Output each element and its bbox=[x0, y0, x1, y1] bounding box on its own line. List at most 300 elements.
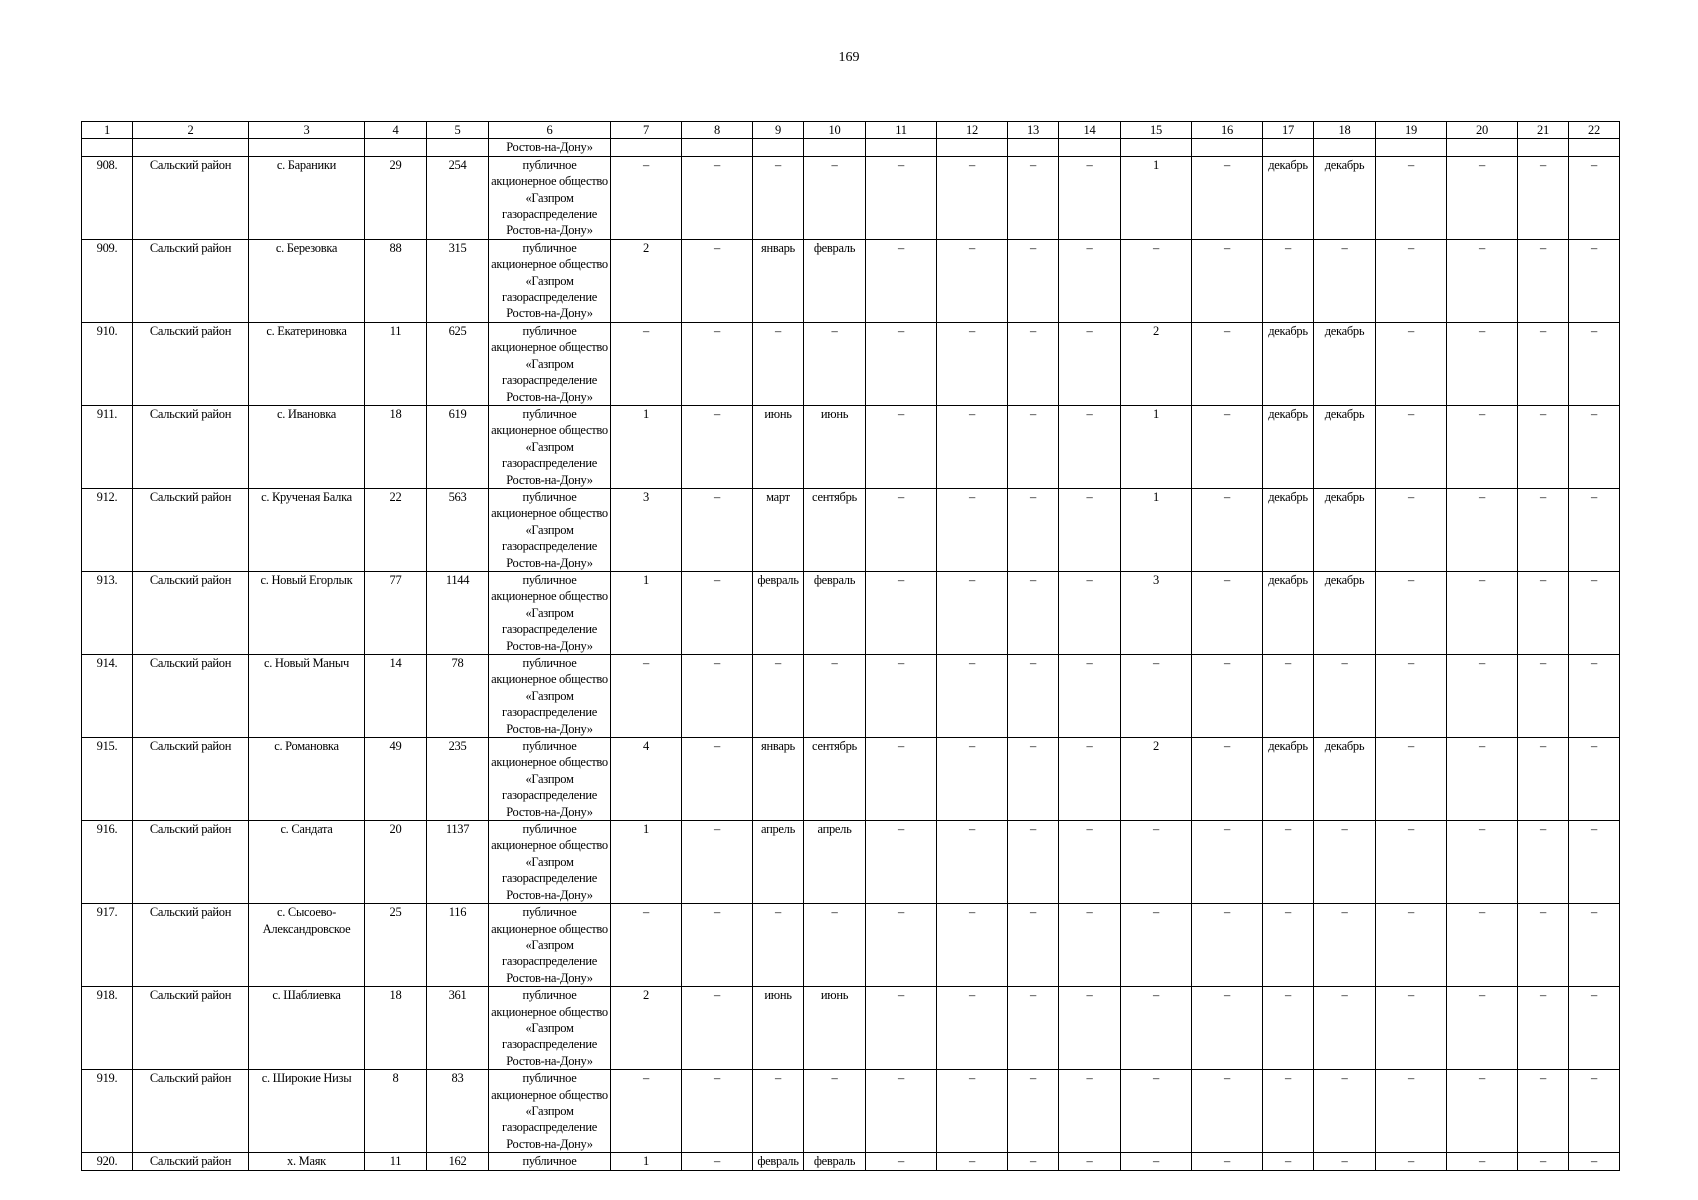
table-cell-col-21: – bbox=[1518, 1070, 1569, 1153]
table-cell-col-9: февраль bbox=[753, 571, 804, 654]
settlement-cell: с. Ивановка bbox=[249, 405, 365, 488]
district-cell: Сальский район bbox=[133, 488, 249, 571]
settlement-cell: с. Новый Маныч bbox=[249, 655, 365, 738]
district-cell: Сальский район bbox=[133, 738, 249, 821]
settlement-cell: с. Сысоево-Александровское bbox=[249, 904, 365, 987]
empty-cell bbox=[753, 139, 804, 156]
organization-cell: публичное акционерное общество «Газпром газораспределение Ростов-на-Дону» bbox=[489, 239, 611, 322]
row-number: 914. bbox=[82, 655, 133, 738]
table-cell-col-13: – bbox=[1008, 405, 1059, 488]
district-cell: Сальский район bbox=[133, 821, 249, 904]
table-cell-col-17: декабрь bbox=[1263, 571, 1314, 654]
table-cell-col-10: июнь bbox=[804, 405, 866, 488]
district-cell: Сальский район bbox=[133, 322, 249, 405]
table-cell-col-20: – bbox=[1447, 1153, 1518, 1170]
table-cell-col-7: – bbox=[611, 1070, 682, 1153]
empty-cell bbox=[1059, 139, 1121, 156]
table-cell-col-19: – bbox=[1376, 488, 1447, 571]
table-cell-col-7: 1 bbox=[611, 405, 682, 488]
table-body bbox=[82, 122, 1620, 1171]
district-cell: Сальский район bbox=[133, 655, 249, 738]
column-number-cell: 14 bbox=[1059, 122, 1121, 139]
table-cell-col-10: – bbox=[804, 904, 866, 987]
table-cell-col-21: – bbox=[1518, 987, 1569, 1070]
table-cell-col-15: – bbox=[1121, 987, 1192, 1070]
district-cell: Сальский район bbox=[133, 405, 249, 488]
empty-cell bbox=[937, 139, 1008, 156]
value-cell: 1144 bbox=[427, 571, 489, 654]
table-cell-col-13: – bbox=[1008, 904, 1059, 987]
empty-cell bbox=[611, 139, 682, 156]
table-row bbox=[82, 987, 1620, 1070]
count-cell: 88 bbox=[365, 239, 427, 322]
table-cell-col-7: 2 bbox=[611, 987, 682, 1070]
table-cell-col-15: 3 bbox=[1121, 571, 1192, 654]
empty-cell bbox=[1569, 139, 1620, 156]
table-cell-col-17: – bbox=[1263, 821, 1314, 904]
table-cell-col-8: – bbox=[682, 488, 753, 571]
table-cell-col-9: – bbox=[753, 1070, 804, 1153]
table-row bbox=[82, 1153, 1620, 1170]
table-cell-col-19: – bbox=[1376, 1070, 1447, 1153]
table-cell-col-22: – bbox=[1569, 488, 1620, 571]
table-cell-col-14: – bbox=[1059, 488, 1121, 571]
table-cell-col-8: – bbox=[682, 571, 753, 654]
table-cell-col-21: – bbox=[1518, 156, 1569, 239]
table-cell-col-17: – bbox=[1263, 904, 1314, 987]
district-cell: Сальский район bbox=[133, 1070, 249, 1153]
table-cell-col-20: – bbox=[1447, 322, 1518, 405]
table-cell-col-18: – bbox=[1314, 821, 1376, 904]
table-cell-col-20: – bbox=[1447, 571, 1518, 654]
table-cell-col-21: – bbox=[1518, 322, 1569, 405]
organization-cell: публичное акционерное общество «Газпром газораспределение Ростов-на-Дону» bbox=[489, 571, 611, 654]
table-row bbox=[82, 904, 1620, 987]
table-cell-col-18: декабрь bbox=[1314, 322, 1376, 405]
table-cell-col-8: – bbox=[682, 156, 753, 239]
value-cell: 116 bbox=[427, 904, 489, 987]
count-cell: 14 bbox=[365, 655, 427, 738]
table-cell-col-11: – bbox=[866, 239, 937, 322]
empty-cell bbox=[804, 139, 866, 156]
table-cell-col-9: январь bbox=[753, 738, 804, 821]
table-cell-col-13: – bbox=[1008, 571, 1059, 654]
table-cell-col-19: – bbox=[1376, 156, 1447, 239]
empty-cell bbox=[1518, 139, 1569, 156]
table-cell-col-7: 1 bbox=[611, 571, 682, 654]
row-number: 920. bbox=[82, 1153, 133, 1170]
table-cell-col-8: – bbox=[682, 738, 753, 821]
column-number-cell: 3 bbox=[249, 122, 365, 139]
table-cell-col-12: – bbox=[937, 156, 1008, 239]
table-cell-col-12: – bbox=[937, 1153, 1008, 1170]
table-cell-col-15: – bbox=[1121, 239, 1192, 322]
table-cell-col-18: – bbox=[1314, 1153, 1376, 1170]
table-cell-col-7: – bbox=[611, 322, 682, 405]
column-number-cell: 15 bbox=[1121, 122, 1192, 139]
table-cell-col-17: – bbox=[1263, 987, 1314, 1070]
table-cell-col-13: – bbox=[1008, 1153, 1059, 1170]
table-cell-col-14: – bbox=[1059, 322, 1121, 405]
continuation-text: Ростов-на-Дону» bbox=[489, 139, 611, 156]
column-number-cell: 21 bbox=[1518, 122, 1569, 139]
value-cell: 162 bbox=[427, 1153, 489, 1170]
table-cell-col-7: 1 bbox=[611, 821, 682, 904]
settlement-cell: с. Сандата bbox=[249, 821, 365, 904]
table-cell-col-9: – bbox=[753, 156, 804, 239]
table-cell-col-18: – bbox=[1314, 655, 1376, 738]
table-cell-col-15: – bbox=[1121, 904, 1192, 987]
column-number-row bbox=[82, 122, 1620, 139]
table-row bbox=[82, 405, 1620, 488]
count-cell: 8 bbox=[365, 1070, 427, 1153]
organization-cell: публичное акционерное общество «Газпром газораспределение Ростов-на-Дону» bbox=[489, 987, 611, 1070]
table-cell-col-13: – bbox=[1008, 655, 1059, 738]
value-cell: 361 bbox=[427, 987, 489, 1070]
table-cell-col-18: декабрь bbox=[1314, 405, 1376, 488]
table-cell-col-16: – bbox=[1192, 1070, 1263, 1153]
table-cell-col-12: – bbox=[937, 1070, 1008, 1153]
value-cell: 83 bbox=[427, 1070, 489, 1153]
table-cell-col-11: – bbox=[866, 738, 937, 821]
table-cell-col-16: – bbox=[1192, 987, 1263, 1070]
row-number: 917. bbox=[82, 904, 133, 987]
table-cell-col-12: – bbox=[937, 488, 1008, 571]
table-cell-col-10: сентябрь bbox=[804, 738, 866, 821]
table-cell-col-9: январь bbox=[753, 239, 804, 322]
table-row bbox=[82, 239, 1620, 322]
column-number-cell: 13 bbox=[1008, 122, 1059, 139]
table-cell-col-7: – bbox=[611, 904, 682, 987]
table-cell-col-17: декабрь bbox=[1263, 488, 1314, 571]
row-number: 910. bbox=[82, 322, 133, 405]
table-cell-col-22: – bbox=[1569, 904, 1620, 987]
table-cell-col-22: – bbox=[1569, 1153, 1620, 1170]
table-cell-col-12: – bbox=[937, 904, 1008, 987]
table-cell-col-8: – bbox=[682, 821, 753, 904]
table-cell-col-7: 4 bbox=[611, 738, 682, 821]
table-row bbox=[82, 322, 1620, 405]
table-cell-col-12: – bbox=[937, 655, 1008, 738]
empty-cell bbox=[682, 139, 753, 156]
table-cell-col-20: – bbox=[1447, 156, 1518, 239]
table-row bbox=[82, 738, 1620, 821]
organization-cell: публичное акционерное общество «Газпром газораспределение Ростов-на-Дону» bbox=[489, 156, 611, 239]
table-cell-col-16: – bbox=[1192, 655, 1263, 738]
table-cell-col-17: декабрь bbox=[1263, 738, 1314, 821]
table-cell-col-8: – bbox=[682, 239, 753, 322]
table-cell-col-11: – bbox=[866, 488, 937, 571]
table-cell-col-11: – bbox=[866, 904, 937, 987]
column-number-cell: 6 bbox=[489, 122, 611, 139]
table-cell-col-10: сентябрь bbox=[804, 488, 866, 571]
empty-cell bbox=[1314, 139, 1376, 156]
table-cell-col-8: – bbox=[682, 405, 753, 488]
table-cell-col-7: 3 bbox=[611, 488, 682, 571]
table-cell-col-14: – bbox=[1059, 571, 1121, 654]
table-cell-col-14: – bbox=[1059, 904, 1121, 987]
table-cell-col-22: – bbox=[1569, 322, 1620, 405]
table-cell-col-7: – bbox=[611, 156, 682, 239]
table-cell-col-22: – bbox=[1569, 571, 1620, 654]
empty-cell bbox=[1008, 139, 1059, 156]
district-cell: Сальский район bbox=[133, 904, 249, 987]
table-cell-col-8: – bbox=[682, 322, 753, 405]
settlement-cell: с. Широкие Низы bbox=[249, 1070, 365, 1153]
count-cell: 11 bbox=[365, 322, 427, 405]
settlement-cell: с. Екатериновка bbox=[249, 322, 365, 405]
table-cell-col-16: – bbox=[1192, 322, 1263, 405]
value-cell: 625 bbox=[427, 322, 489, 405]
table-cell-col-19: – bbox=[1376, 987, 1447, 1070]
table-cell-col-20: – bbox=[1447, 405, 1518, 488]
table-cell-col-13: – bbox=[1008, 322, 1059, 405]
count-cell: 49 bbox=[365, 738, 427, 821]
table-cell-col-16: – bbox=[1192, 488, 1263, 571]
table-cell-col-10: июнь bbox=[804, 987, 866, 1070]
value-cell: 1137 bbox=[427, 821, 489, 904]
table-cell-col-21: – bbox=[1518, 738, 1569, 821]
row-number: 911. bbox=[82, 405, 133, 488]
table-row bbox=[82, 488, 1620, 571]
table-cell-col-15: – bbox=[1121, 1153, 1192, 1170]
table-cell-col-14: – bbox=[1059, 239, 1121, 322]
table-cell-col-17: – bbox=[1263, 1153, 1314, 1170]
district-cell: Сальский район bbox=[133, 239, 249, 322]
table-cell-col-14: – bbox=[1059, 405, 1121, 488]
table-cell-col-8: – bbox=[682, 1153, 753, 1170]
table-cell-col-9: апрель bbox=[753, 821, 804, 904]
table-cell-col-22: – bbox=[1569, 405, 1620, 488]
table-cell-col-19: – bbox=[1376, 571, 1447, 654]
table-cell-col-16: – bbox=[1192, 821, 1263, 904]
table-cell-col-12: – bbox=[937, 821, 1008, 904]
column-number-cell: 20 bbox=[1447, 122, 1518, 139]
table-cell-col-20: – bbox=[1447, 655, 1518, 738]
table-cell-col-10: – bbox=[804, 1070, 866, 1153]
table-cell-col-10: – bbox=[804, 655, 866, 738]
column-number-cell: 11 bbox=[866, 122, 937, 139]
table-cell-col-13: – bbox=[1008, 821, 1059, 904]
table-cell-col-21: – bbox=[1518, 488, 1569, 571]
table-cell-col-16: – bbox=[1192, 738, 1263, 821]
table-cell-col-11: – bbox=[866, 322, 937, 405]
table-cell-col-22: – bbox=[1569, 987, 1620, 1070]
column-number-cell: 7 bbox=[611, 122, 682, 139]
row-number: 915. bbox=[82, 738, 133, 821]
gasification-table bbox=[81, 121, 1620, 1171]
table-cell-col-9: – bbox=[753, 322, 804, 405]
table-cell-col-19: – bbox=[1376, 904, 1447, 987]
table-cell-col-18: – bbox=[1314, 987, 1376, 1070]
table-cell-col-20: – bbox=[1447, 821, 1518, 904]
table-cell-col-20: – bbox=[1447, 1070, 1518, 1153]
table-cell-col-12: – bbox=[937, 987, 1008, 1070]
table-cell-col-19: – bbox=[1376, 405, 1447, 488]
table-cell-col-20: – bbox=[1447, 904, 1518, 987]
table-cell-col-12: – bbox=[937, 239, 1008, 322]
organization-cell: публичное акционерное общество «Газпром газораспределение Ростов-на-Дону» bbox=[489, 1070, 611, 1153]
table-cell-col-15: 2 bbox=[1121, 322, 1192, 405]
table-cell-col-18: – bbox=[1314, 1070, 1376, 1153]
column-number-cell: 1 bbox=[82, 122, 133, 139]
district-cell: Сальский район bbox=[133, 1153, 249, 1170]
table-cell-col-15: – bbox=[1121, 821, 1192, 904]
table-cell-col-19: – bbox=[1376, 239, 1447, 322]
table-cell-col-15: 2 bbox=[1121, 738, 1192, 821]
table-cell-col-16: – bbox=[1192, 156, 1263, 239]
count-cell: 18 bbox=[365, 987, 427, 1070]
table-cell-col-17: – bbox=[1263, 655, 1314, 738]
row-number: 909. bbox=[82, 239, 133, 322]
column-number-cell: 2 bbox=[133, 122, 249, 139]
table-cell-col-20: – bbox=[1447, 488, 1518, 571]
table-cell-col-13: – bbox=[1008, 1070, 1059, 1153]
table-cell-col-16: – bbox=[1192, 1153, 1263, 1170]
table-cell-col-15: – bbox=[1121, 655, 1192, 738]
organization-cell: публичное акционерное общество «Газпром газораспределение Ростов-на-Дону» bbox=[489, 488, 611, 571]
table-cell-col-9: – bbox=[753, 904, 804, 987]
table-cell-col-22: – bbox=[1569, 655, 1620, 738]
table-cell-col-19: – bbox=[1376, 1153, 1447, 1170]
column-number-cell: 5 bbox=[427, 122, 489, 139]
row-number: 908. bbox=[82, 156, 133, 239]
table-cell-col-7: – bbox=[611, 655, 682, 738]
table-cell-col-9: июнь bbox=[753, 405, 804, 488]
count-cell: 25 bbox=[365, 904, 427, 987]
table-cell-col-10: – bbox=[804, 156, 866, 239]
table-cell-col-14: – bbox=[1059, 156, 1121, 239]
table-cell-col-21: – bbox=[1518, 655, 1569, 738]
column-number-cell: 16 bbox=[1192, 122, 1263, 139]
table-cell-col-21: – bbox=[1518, 1153, 1569, 1170]
table-cell-col-11: – bbox=[866, 821, 937, 904]
count-cell: 18 bbox=[365, 405, 427, 488]
table-cell-col-15: 1 bbox=[1121, 156, 1192, 239]
table-cell-col-22: – bbox=[1569, 738, 1620, 821]
table-cell-col-19: – bbox=[1376, 322, 1447, 405]
table-cell-col-11: – bbox=[866, 1153, 937, 1170]
table-cell-col-15: 1 bbox=[1121, 488, 1192, 571]
empty-cell bbox=[1376, 139, 1447, 156]
table-cell-col-21: – bbox=[1518, 239, 1569, 322]
column-number-cell: 18 bbox=[1314, 122, 1376, 139]
empty-cell bbox=[1192, 139, 1263, 156]
table-cell-col-16: – bbox=[1192, 405, 1263, 488]
table-cell-col-14: – bbox=[1059, 1153, 1121, 1170]
table-cell-col-18: – bbox=[1314, 239, 1376, 322]
empty-cell bbox=[866, 139, 937, 156]
column-number-cell: 8 bbox=[682, 122, 753, 139]
continuation-row bbox=[82, 139, 1620, 156]
table-cell-col-13: – bbox=[1008, 488, 1059, 571]
table-cell-col-11: – bbox=[866, 156, 937, 239]
organization-cell: публичное акционерное общество «Газпром газораспределение Ростов-на-Дону» bbox=[489, 738, 611, 821]
table-cell-col-20: – bbox=[1447, 738, 1518, 821]
table-cell-col-12: – bbox=[937, 571, 1008, 654]
organization-cell: публичное акционерное общество «Газпром газораспределение Ростов-на-Дону» bbox=[489, 322, 611, 405]
column-number-cell: 19 bbox=[1376, 122, 1447, 139]
table-cell-col-22: – bbox=[1569, 156, 1620, 239]
table-cell-col-21: – bbox=[1518, 904, 1569, 987]
table-cell-col-10: апрель bbox=[804, 821, 866, 904]
organization-cell: публичное акционерное общество «Газпром газораспределение Ростов-на-Дону» bbox=[489, 821, 611, 904]
table-cell-col-21: – bbox=[1518, 405, 1569, 488]
table-row bbox=[82, 1070, 1620, 1153]
empty-cell bbox=[249, 139, 365, 156]
table-cell-col-9: июнь bbox=[753, 987, 804, 1070]
value-cell: 78 bbox=[427, 655, 489, 738]
table-cell-col-20: – bbox=[1447, 987, 1518, 1070]
row-number: 919. bbox=[82, 1070, 133, 1153]
table-cell-col-18: декабрь bbox=[1314, 571, 1376, 654]
table-cell-col-13: – bbox=[1008, 156, 1059, 239]
settlement-cell: х. Маяк bbox=[249, 1153, 365, 1170]
organization-cell: публичное акционерное общество «Газпром газораспределение Ростов-на-Дону» bbox=[489, 405, 611, 488]
table-cell-col-19: – bbox=[1376, 738, 1447, 821]
column-number-cell: 17 bbox=[1263, 122, 1314, 139]
table-cell-col-19: – bbox=[1376, 655, 1447, 738]
row-number: 913. bbox=[82, 571, 133, 654]
table-cell-col-22: – bbox=[1569, 1070, 1620, 1153]
settlement-cell: с. Шаблиевка bbox=[249, 987, 365, 1070]
table-cell-col-10: февраль bbox=[804, 239, 866, 322]
table-cell-col-14: – bbox=[1059, 821, 1121, 904]
table-cell-col-9: март bbox=[753, 488, 804, 571]
table-cell-col-17: декабрь bbox=[1263, 405, 1314, 488]
empty-cell bbox=[1121, 139, 1192, 156]
table-cell-col-9: февраль bbox=[753, 1153, 804, 1170]
column-number-cell: 9 bbox=[753, 122, 804, 139]
table-cell-col-14: – bbox=[1059, 1070, 1121, 1153]
table-row bbox=[82, 156, 1620, 239]
table-cell-col-12: – bbox=[937, 738, 1008, 821]
count-cell: 20 bbox=[365, 821, 427, 904]
table-cell-col-18: декабрь bbox=[1314, 488, 1376, 571]
value-cell: 619 bbox=[427, 405, 489, 488]
table-cell-col-15: – bbox=[1121, 1070, 1192, 1153]
table-cell-col-7: 1 bbox=[611, 1153, 682, 1170]
table-cell-col-12: – bbox=[937, 405, 1008, 488]
column-number-cell: 12 bbox=[937, 122, 1008, 139]
table-row bbox=[82, 655, 1620, 738]
column-number-cell: 10 bbox=[804, 122, 866, 139]
row-number: 918. bbox=[82, 987, 133, 1070]
table-cell-col-17: – bbox=[1263, 1070, 1314, 1153]
table-cell-col-17: – bbox=[1263, 239, 1314, 322]
table-cell-col-8: – bbox=[682, 1070, 753, 1153]
settlement-cell: с. Крученая Балка bbox=[249, 488, 365, 571]
table-cell-col-21: – bbox=[1518, 821, 1569, 904]
table-cell-col-21: – bbox=[1518, 571, 1569, 654]
table-cell-col-10: – bbox=[804, 322, 866, 405]
table-cell-col-19: – bbox=[1376, 821, 1447, 904]
empty-cell bbox=[82, 139, 133, 156]
empty-cell bbox=[1447, 139, 1518, 156]
table-cell-col-8: – bbox=[682, 987, 753, 1070]
table-cell-col-18: декабрь bbox=[1314, 156, 1376, 239]
table-cell-col-18: декабрь bbox=[1314, 738, 1376, 821]
table-cell-col-11: – bbox=[866, 655, 937, 738]
settlement-cell: с. Бараники bbox=[249, 156, 365, 239]
settlement-cell: с. Романовка bbox=[249, 738, 365, 821]
table-cell-col-14: – bbox=[1059, 987, 1121, 1070]
value-cell: 315 bbox=[427, 239, 489, 322]
table-cell-col-13: – bbox=[1008, 987, 1059, 1070]
value-cell: 235 bbox=[427, 738, 489, 821]
table-cell-col-9: – bbox=[753, 655, 804, 738]
table-cell-col-14: – bbox=[1059, 738, 1121, 821]
